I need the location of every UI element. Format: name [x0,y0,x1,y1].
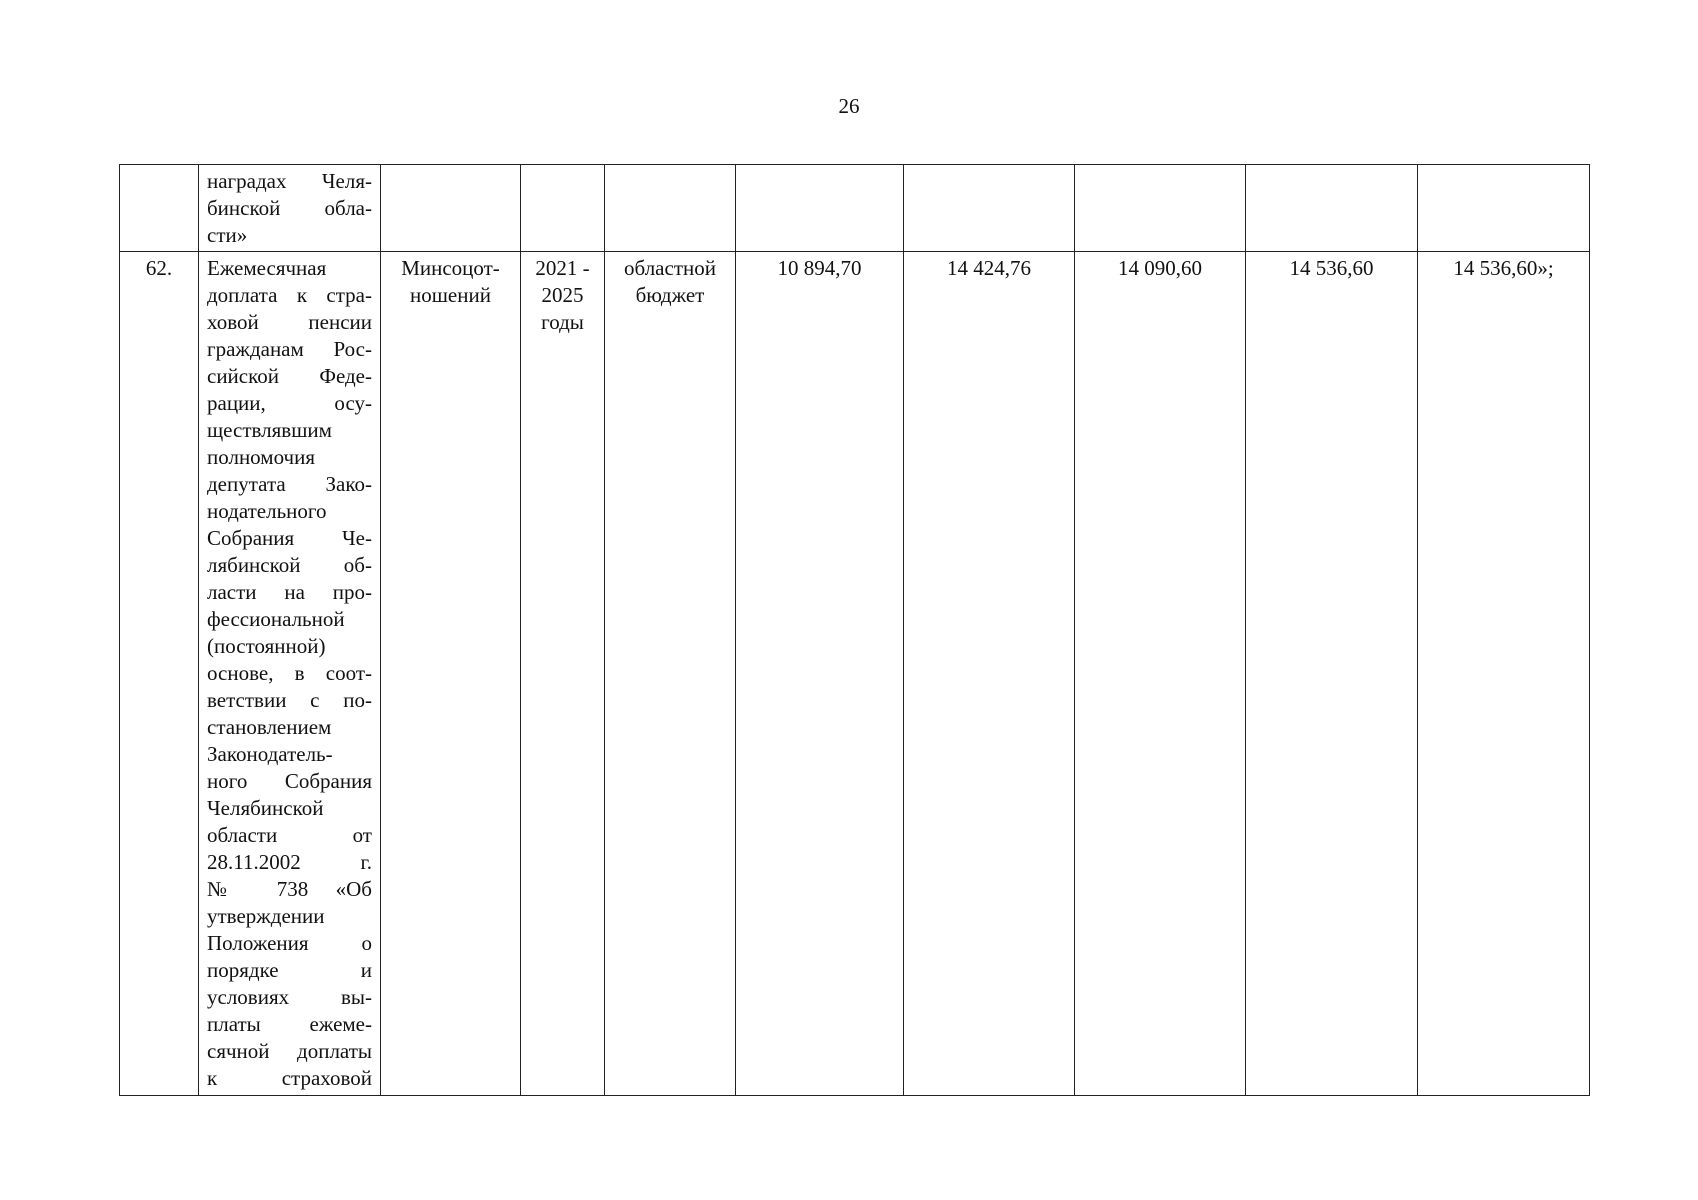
description-line: полномочия [207,445,315,469]
description-line: наградах Челя- [207,169,372,193]
cell-num [120,165,199,252]
cell-num: 62. [120,252,199,1096]
description-line: условиях вы- [207,985,372,1009]
description-line: лябинской об- [207,553,372,577]
description-line: утверждении [207,904,325,928]
period-line: 2021 - [535,256,590,280]
description-line: ласти на про- [207,580,372,604]
cell-description [199,165,381,252]
description-line: основе, в соот- [207,661,372,685]
cell-period [521,165,605,252]
description-line: (постоянной) [207,634,326,658]
description-line: доплата к стра- [207,283,372,307]
executor-line: Минсоцот- [401,256,500,280]
description-line: Ежемесячная [207,256,327,280]
cell-executor [381,252,521,1096]
description-line: ветствии с по- [207,688,372,712]
cell-value-2023 [1075,252,1246,1096]
description-line: сти» [207,223,248,247]
cell-value-2022 [904,252,1075,1096]
value-text: 14 536,60»; [1453,256,1554,280]
cell-value [1246,165,1418,252]
description-line: к страховой [207,1066,372,1090]
description-line: платы ежеме- [207,1012,372,1036]
description-line: рации, осу- [207,391,372,415]
value-text: 14 424,76 [947,256,1031,280]
description-line: ховой пенсии [207,310,372,334]
page-number: 26 [838,94,860,118]
description-line: фессиональной [207,607,345,631]
description-line: гражданам Рос- [207,337,372,361]
description-line: 28.11.2002 г. [207,850,372,874]
description-line: сийской Феде- [207,364,372,388]
cell-period [521,252,605,1096]
cell-value-2025 [1418,252,1590,1096]
cell-value [736,165,904,252]
description-line: № 738 «Об [207,877,372,901]
source-line: бюджет [635,283,705,307]
description-line: ществлявшим [207,418,332,442]
value-text: 14 090,60 [1118,256,1202,280]
cell-executor [381,165,521,252]
description-line: сячной доплаты [207,1039,372,1063]
cell-value-2024 [1246,252,1418,1096]
cell-value [1418,165,1590,252]
value-text: 14 536,60 [1289,256,1374,280]
description-line: депутата Зако- [207,472,372,496]
table-row-62 [120,252,1590,1096]
description-line: области от [207,823,372,847]
source-line: областной [624,256,716,280]
description-line: Челябинской [207,796,324,820]
period-line: 2025 [541,283,584,307]
cell-source [605,165,736,252]
executor-line: ношений [410,283,491,307]
description-line: нодательного [207,499,327,523]
table-row-continuation [120,165,1590,252]
description-line: порядке и [207,958,372,982]
cell-value [904,165,1075,252]
cell-value-2021 [736,252,904,1096]
value-text: 10 894,70 [777,256,862,280]
description-line: Положения о [207,931,372,955]
period-line: годы [541,310,584,334]
description-line: ного Собрания [207,769,372,793]
cell-description [199,252,381,1096]
description-line: Собрания Че- [207,526,372,550]
cell-source [605,252,736,1096]
cell-value [1075,165,1246,252]
description-line: становлением [207,715,332,739]
description-line: бинской обла- [207,196,372,220]
description-line: Законодатель- [207,742,333,766]
program-table [119,164,1590,1096]
